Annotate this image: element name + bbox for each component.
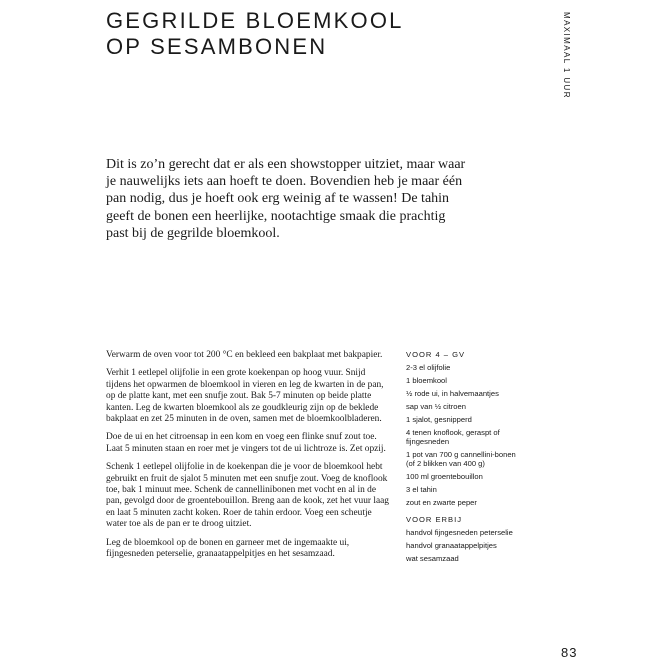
ingredient-item: ½ rode ui, in halvemaantjes xyxy=(406,389,499,398)
ingredient-item: 1 bloemkool xyxy=(406,376,447,385)
method-step: Schenk 1 eetlepel olijfolie in de koekenpan die je voor de bloemkool hebt gebruikt en fruit de sjalot 5 minuten met een snufje zout. Voeg de knoflook toe, bak 1 minuut mee. Schenk de cannellinibonen met vocht en al in de pan, gevolgd door de groentebouillon. Breng aan de kook, zet het vuur laag en laat 5 minuten zacht koken. Roer de tahin erdoor. Voeg een scheutje water toe als de pan er te droog uitziet. xyxy=(106,462,389,530)
ingredient-item: 1 pot van 700 g cannellini-bonen (of 2 blikken van 400 g) xyxy=(406,450,516,468)
ingredient-item: 100 ml groentebouillon xyxy=(406,472,483,481)
extras-heading: VOOR ERBIJ xyxy=(406,515,462,524)
method-step: Doe de ui en het citroensap in een kom en voeg een flinke snuf zout toe. Laat 5 minuten staan en roer met je vingers tot de ui lichtroze is. Zet opzij. xyxy=(106,432,386,454)
ingredient-item: sap van ½ citroen xyxy=(406,402,466,411)
extra-ingredient-item: wat sesamzaad xyxy=(406,554,459,563)
method-step: Verwarm de oven voor tot 200 °C en bekleed een bakplaat met bakpapier. xyxy=(106,350,383,360)
method-text xyxy=(106,350,389,568)
intro-paragraph: Dit is zo’n gerecht dat er als een showstopper uitziet, maar waar je nauwelijks iets aan hoeft te doen. Bovendien heb je maar één pan nodig, dus je hoeft ook erg weinig af te wassen! De tahin geeft de bonen een heerlijke, nootachtige smaak die prachtig past bij de gegrilde bloemkool. xyxy=(106,157,466,241)
ingredients xyxy=(406,363,524,507)
ingredient-item: 2-3 el olijfolie xyxy=(406,363,451,372)
ingredient-item: zout en zwarte peper xyxy=(406,498,477,507)
recipe-title-line-2: OP SESAMBONEN xyxy=(106,34,328,59)
extra-ingredient-item: handvol granaatappelpitjes xyxy=(406,541,497,550)
method-step: Leg de bloemkool op de bonen en garneer met de ingemaakte ui, fijngesneden peterselie, granaatappelpitjes en het sesamzaad. xyxy=(106,537,350,560)
ingredient-item: 4 tenen knoflook, geraspt of fijngesneden xyxy=(406,428,500,446)
extra-ingredients xyxy=(406,528,524,563)
recipe-title xyxy=(106,8,404,60)
recipe-title-line-1: GEGRILDE BLOEMKOOL xyxy=(106,8,404,33)
ingredient-item: 1 sjalot, gesnipperd xyxy=(406,415,472,424)
time-label: MAXIMAAL 1 UUR xyxy=(562,12,571,99)
ingredient-item: 3 el tahin xyxy=(406,485,437,494)
servings-heading: VOOR 4 – GV xyxy=(406,350,466,359)
page-number: 83 xyxy=(561,645,578,660)
extra-ingredient-item: handvol fijngesneden peterselie xyxy=(406,528,513,537)
method-step: Verhit 1 eetlepel olijfolie in een grote koekenpan op hoog vuur. Snijd tijdens het opwarmen de bloemkool in vieren en leg de kwarten in de pan, op de platte kant, met een snufje zout. Bak 5-7 minuten op beide platte kanten. Leg de kwarten bloemkool als ze goudkleurig zijn op de beklede bakplaat en zet 25 minuten in de oven, samen met de bloemkoolbladeren. xyxy=(106,368,384,425)
ingredient-list xyxy=(406,350,524,567)
